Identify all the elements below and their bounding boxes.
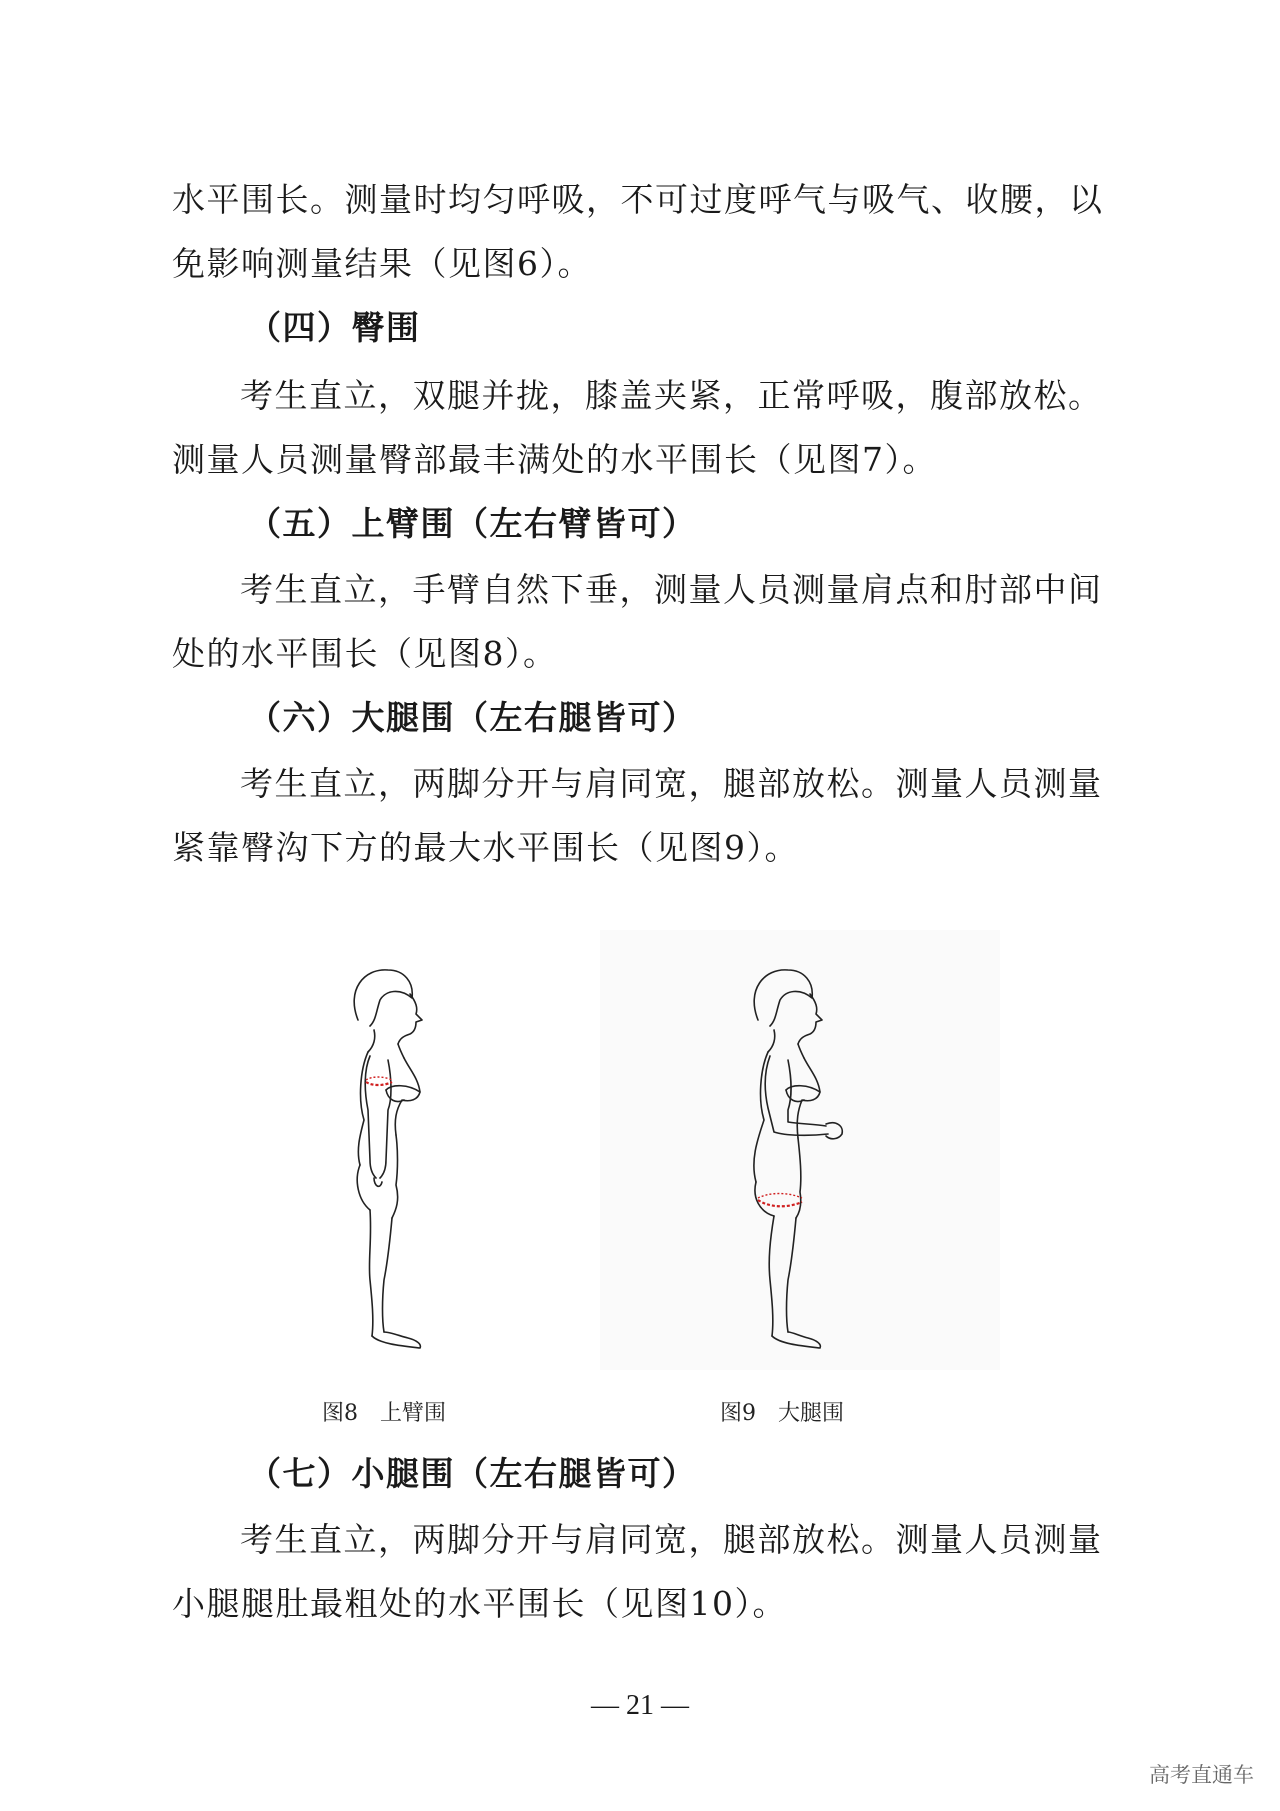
- paragraph-line: 紧靠臀沟下方的最大水平围长（见图9）。: [172, 828, 799, 867]
- section-heading-6: [248, 696, 1188, 740]
- section-heading-4: [248, 306, 1188, 350]
- section-heading-7: [248, 1452, 1188, 1496]
- heading-text: （五）上臂围: [248, 504, 455, 543]
- paragraph-line: 水平围长。测量时均匀呼吸，不可过度呼气与吸气、收腰，以: [172, 180, 1104, 219]
- heading-text: （六）大腿围: [248, 698, 455, 737]
- paragraph-line: 处的水平围长（见图8）。: [172, 634, 558, 673]
- heading-text: （七）小腿围: [248, 1454, 455, 1493]
- paragraph-line: 考生直立，两脚分开与肩同宽，腿部放松。测量人员测量: [240, 1520, 1103, 1559]
- paragraph-line: 测量人员测量臀部最丰满处的水平围长（见图7）。: [172, 440, 937, 479]
- heading-note: （左右臂皆可）: [455, 504, 697, 543]
- figure-8-illustration: [330, 960, 490, 1360]
- paragraph-line: 小腿腿肚最粗处的水平围长（见图10）。: [172, 1584, 787, 1623]
- watermark: 高考直通车: [1149, 1763, 1254, 1787]
- section-heading-5: [248, 502, 1188, 546]
- paragraph-line: 考生直立，手臂自然下垂，测量人员测量肩点和肘部中间: [240, 570, 1103, 609]
- heading-text: （四）臀围: [248, 308, 421, 347]
- paragraph-line: 免影响测量结果（见图6）。: [172, 244, 592, 283]
- figure-9-illustration: [730, 960, 890, 1360]
- heading-note: （左右腿皆可）: [455, 698, 697, 737]
- figure-9-caption: 图9 大腿围: [720, 1401, 844, 1426]
- heading-note: （左右腿皆可）: [455, 1454, 697, 1493]
- page-number: — 21 —: [591, 1690, 689, 1721]
- paragraph-line: 考生直立，双腿并拢，膝盖夹紧，正常呼吸，腹部放松。: [240, 376, 1103, 415]
- figure-8-caption: 图8 上臂围: [322, 1401, 446, 1426]
- paragraph-line: 考生直立，两脚分开与肩同宽，腿部放松。测量人员测量: [240, 764, 1103, 803]
